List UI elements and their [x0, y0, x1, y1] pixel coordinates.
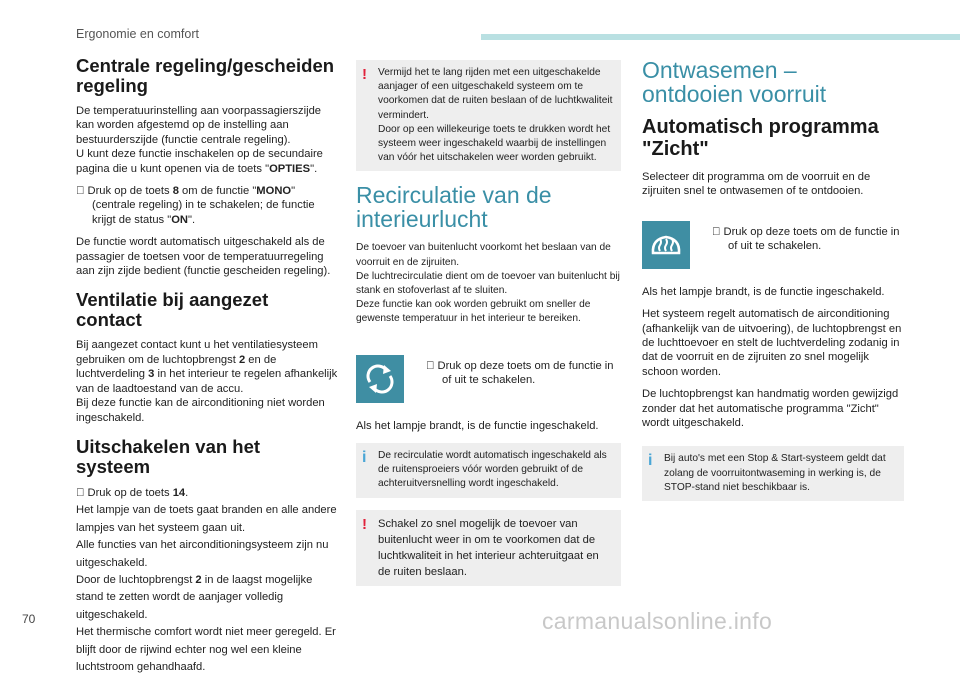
column-1: [76, 56, 338, 684]
warning-icon: !: [362, 66, 367, 83]
paragraph: Selecteer dit programma om de voorruit en de zijruiten snel te ontwasemen of te ontdooien.: [642, 171, 871, 198]
bullet-step: Druk op de toets 8 om de functie "MONO" (centrale regeling) in te schakelen; de functie krijgt de status "ON".: [76, 185, 331, 226]
heading-recirculation: Recirculatie van de interieurlucht: [356, 182, 552, 233]
paragraph: Als het lampje brandt, is de functie ingeschakeld.: [356, 419, 599, 432]
info-icon: i: [362, 449, 367, 467]
info-box: i Bij auto's met een Stop & Start-systeem geldt dat zolang de voorruitontwaseming in werking is, de STOP-stand niet beschikbaar is.: [642, 446, 904, 501]
info-box: i De recirculatie wordt automatisch ingeschakeld als de ruitensproeiers vóór worden gebruikt of de achteruitversnelling wordt ingeschakeld.: [356, 443, 621, 498]
heading-central-control: Centrale regeling/gescheiden regeling: [76, 55, 335, 96]
paragraph: Als het lampje brandt, is de functie ingeschakeld.: [642, 285, 885, 298]
warning-box: ! Vermijd het te lang rijden met een uitgeschakelde aanjager of een uitgeschakeld systeem om te voorkomen dat de ruiten beslaan of de luchtkwaliteit vermindert. Door op een willekeurige toets te drukken wordt het systeem weer ingeschakeld waarbij de instellingen van vóór het uitschakelen weer worden gebruikt.: [356, 60, 621, 171]
header-bar: [481, 34, 960, 40]
column-3: [642, 58, 904, 513]
step-text: Druk op deze toets om de functie in of uit te schakelen.: [712, 225, 901, 253]
column-2: [356, 60, 621, 598]
warning-icon: !: [362, 515, 367, 533]
paragraph: Het systeem regelt automatisch de airconditioning (afhankelijk van de uitvoering), de luchtopbrengst en de luchttoevoer en stelt de luchtverdeling zodanig in dat de voorruit en de zijruiten zo snel mogelijk schoon worden.: [642, 308, 902, 378]
paragraph: Bij aangezet contact kunt u het ventilatiesysteem gebruiken om de luchtopbrengst 2 en de luchtverdeling 3 in het interieur te regelen afhankelijk van de laadtoestand van de accu. Bij deze functie kan de airconditioning niet worden ingeschakeld.: [76, 339, 338, 424]
paragraph: De temperatuurinstelling aan voorpassagierszijde kan worden afgestemd op de instelling aan bestuurderszijde (functie centrale regeling). U kunt deze functie inschakelen op de secundaire pagina die u kunt openen via de toets "OPTIES".: [76, 105, 323, 175]
section-label: Ergonomie en comfort: [76, 27, 199, 41]
heading-visibility-program: Automatisch programma "Zicht": [642, 116, 879, 160]
demist-button-row: [642, 221, 904, 269]
warning-box: ! Schakel zo snel mogelijk de toevoer van buitenlucht weer in om te voorkomen dat de luchtkwaliteit in het interieur achteruitgaat en de ruiten beslaan.: [356, 510, 621, 586]
paragraph: De luchtopbrengst kan handmatig worden gewijzigd zonder dat het automatische programma "Zicht" wordt uitgeschakeld.: [642, 388, 899, 430]
paragraph: De functie wordt automatisch uitgeschakeld als de passagier de toetsen voor de temperatuurregeling aan zijn zijde bedient (functie gescheiden regeling).: [76, 236, 331, 278]
heading-demist: Ontwasemen – ontdooien voorruit: [642, 57, 827, 107]
page-number: 70: [22, 612, 36, 626]
step-text: Druk op deze toets om de functie in of uit te schakelen.: [426, 359, 615, 387]
recirculation-icon: [356, 355, 404, 403]
heading-ventilation: Ventilatie bij aangezet contact: [76, 289, 269, 331]
watermark: carmanualsonline.info: [542, 608, 773, 634]
paragraph: Druk op de toets 14. Het lampje van de toets gaat branden en alle andere lampjes van het systeem gaan uit. Alle functies van het airconditioningsysteem zijn nu uitgeschakeld. Door de luchtopbrengst 2 in de laagst mogelijke stand te zetten wordt de aanjager volledig uitgeschakeld. Het thermische comfort wordt niet meer geregeld. Er blijft door de rijwind echter nog wel een kleine luchtstroom gehandhaafd.: [76, 486, 337, 673]
paragraph: De toevoer van buitenlucht voorkomt het beslaan van de voorruit en de zijruiten. De luchtrecirculatie dient om de toevoer van buitenlucht bij stank en stofoverlast af te sluiten. Deze functie kan ook worden gebruikt om sneller de gewenste temperatuur in het interieur te bereiken.: [356, 242, 620, 325]
info-icon: i: [648, 452, 653, 470]
recirculation-button-row: [356, 355, 621, 403]
windscreen-demist-icon: [642, 221, 690, 269]
heading-system-off: Uitschakelen van het systeem: [76, 435, 261, 477]
